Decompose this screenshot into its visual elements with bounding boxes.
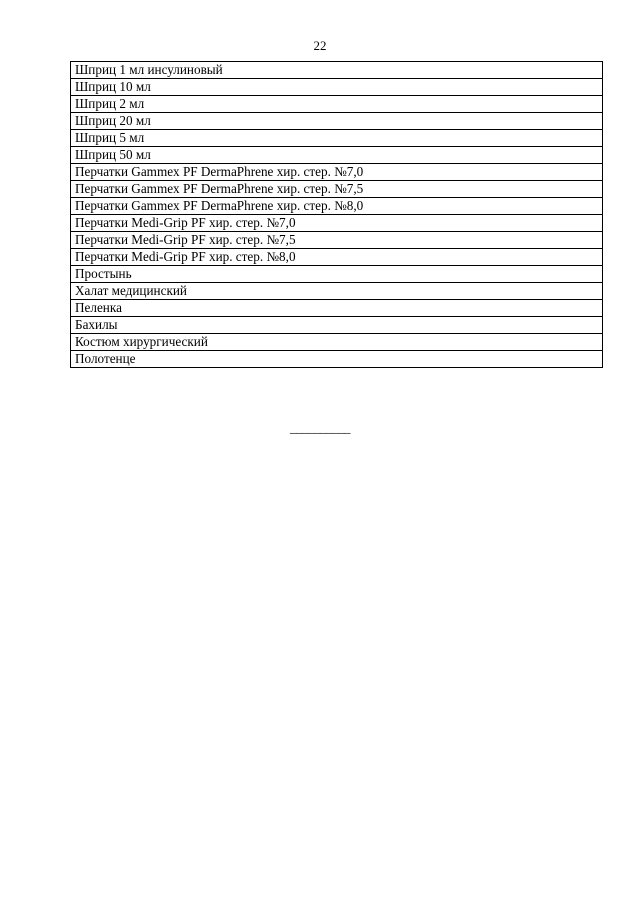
table-row — [71, 198, 603, 215]
table-cell: Костюм хирургический — [71, 334, 603, 351]
table-cell: Перчатки Gammex PF DermaPhrene хир. стер. №7,5 — [71, 181, 603, 198]
items-table — [70, 61, 603, 368]
table-row — [71, 232, 603, 249]
table-row — [71, 334, 603, 351]
page-number: 22 — [313, 38, 327, 53]
table-cell: Перчатки Medi-Grip PF хир. стер. №7,0 — [71, 215, 603, 232]
table-row — [71, 113, 603, 130]
table-cell: Перчатки Medi-Grip PF хир. стер. №8,0 — [71, 249, 603, 266]
table-row — [71, 351, 603, 368]
table-row — [71, 96, 603, 113]
table-cell: Перчатки Gammex PF DermaPhrene хир. стер. №7,0 — [71, 164, 603, 181]
table-cell: Шприц 2 мл — [71, 96, 603, 113]
table-row — [71, 215, 603, 232]
table-row — [71, 283, 603, 300]
table-cell: Бахилы — [71, 317, 603, 334]
table-cell: Пеленка — [71, 300, 603, 317]
table-row — [71, 147, 603, 164]
table-row — [71, 317, 603, 334]
table-row — [71, 249, 603, 266]
table-row — [71, 300, 603, 317]
table-row — [71, 181, 603, 198]
table-cell: Простынь — [71, 266, 603, 283]
table-row — [71, 164, 603, 181]
table-cell: Полотенце — [71, 351, 603, 368]
table-cell: Шприц 5 мл — [71, 130, 603, 147]
table-row — [71, 266, 603, 283]
table-cell: Перчатки Gammex PF DermaPhrene хир. стер. №8,0 — [71, 198, 603, 215]
end-of-document-line: __________ — [290, 420, 350, 435]
table-cell: Шприц 50 мл — [71, 147, 603, 164]
table-cell: Шприц 1 мл инсулиновый — [71, 62, 603, 79]
table-row — [71, 62, 603, 79]
table-cell: Халат медицинский — [71, 283, 603, 300]
table-row — [71, 79, 603, 96]
table-cell: Перчатки Medi-Grip PF хир. стер. №7,5 — [71, 232, 603, 249]
table-cell: Шприц 20 мл — [71, 113, 603, 130]
table-row — [71, 130, 603, 147]
table-cell: Шприц 10 мл — [71, 79, 603, 96]
